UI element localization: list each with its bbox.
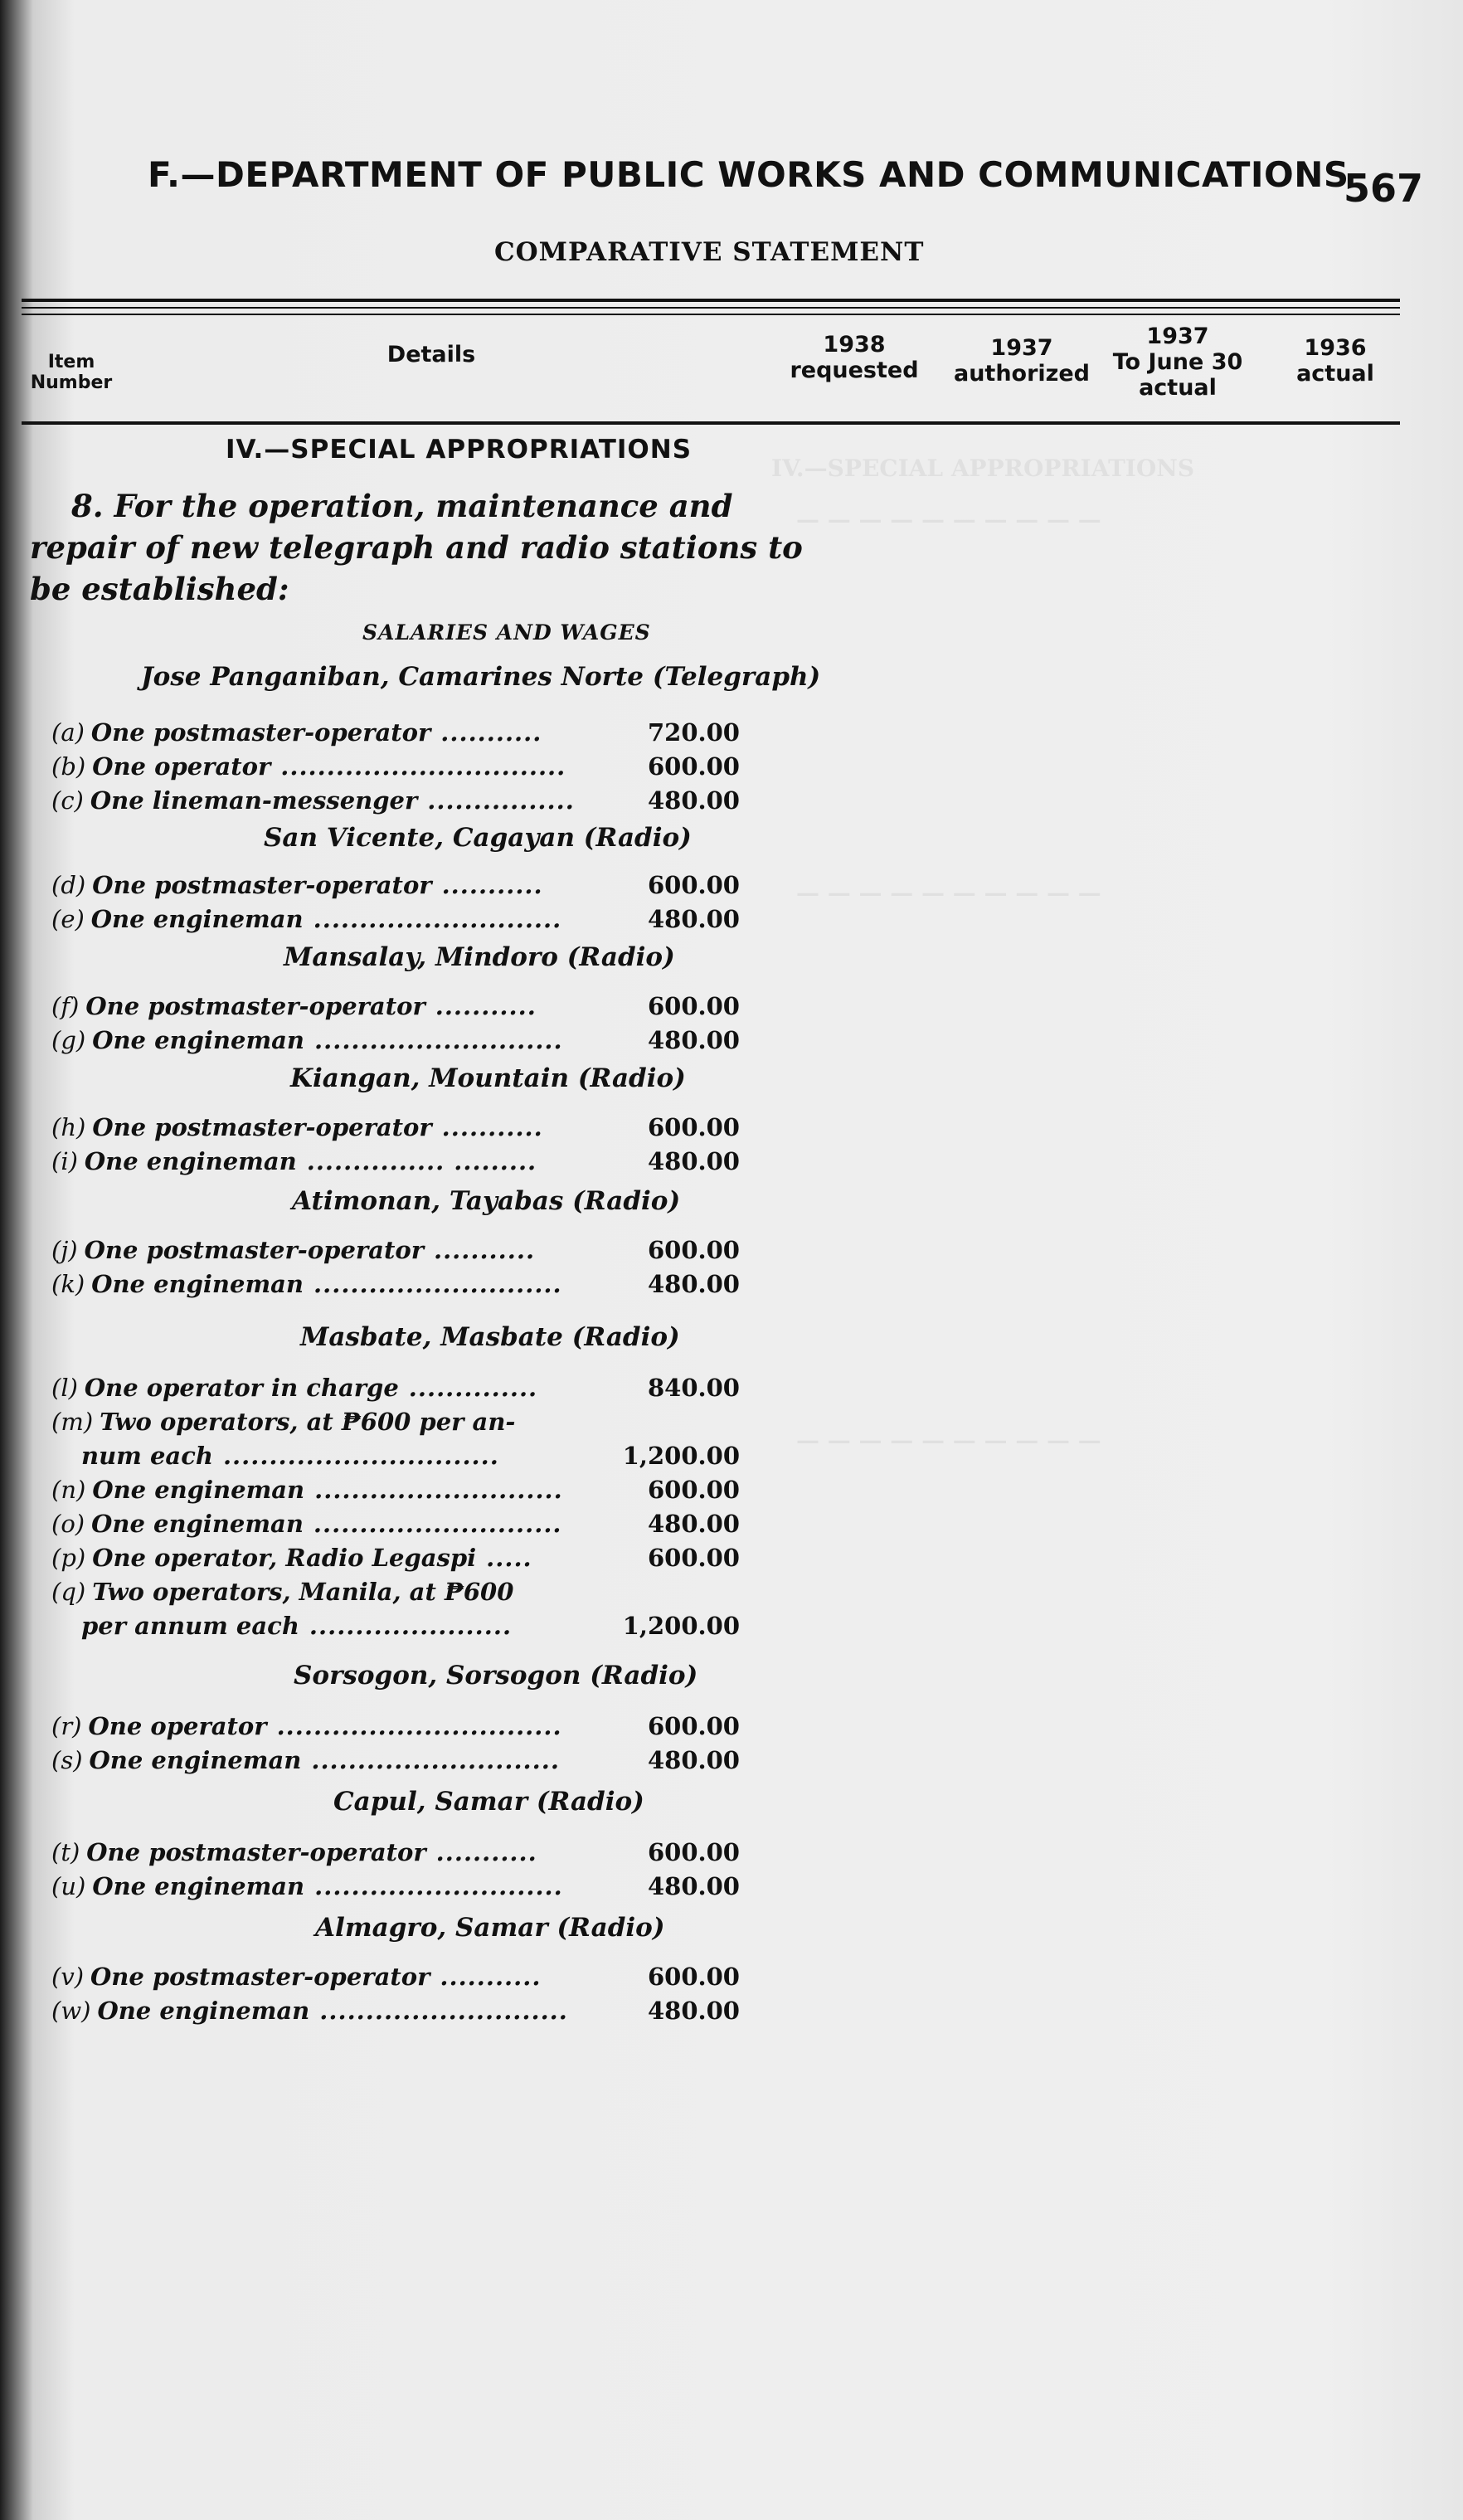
- column-header-1937j-period: To June 30: [1112, 349, 1243, 375]
- ledger-row-label: [51, 1113, 543, 1141]
- ledger-row-label: [51, 1578, 523, 1606]
- ledger-row-leader-dots: ...........: [435, 1838, 537, 1866]
- ledger-row-label: [51, 1270, 562, 1298]
- ledger-row-letter: (p): [51, 1544, 86, 1572]
- ledger-row-letter: (v): [51, 1963, 85, 1991]
- ledger-row-text: One postmaster-operator: [86, 1838, 426, 1866]
- ledger-row-text: per annum each: [81, 1612, 299, 1640]
- ledger-row-letter: (r): [51, 1712, 82, 1740]
- ledger-row-text: One operator: [88, 1712, 267, 1740]
- ledger-row-letter: (w): [51, 1997, 91, 2025]
- ledger-row-letter: (q): [51, 1578, 86, 1606]
- ledger-row-text: One engineman: [92, 1476, 305, 1504]
- header-rule-top: [22, 299, 1400, 302]
- ledger-row-letter: (a): [51, 718, 85, 747]
- header-rule-bottom: [22, 421, 1400, 425]
- ledger-row-amount-1938: 600.00: [648, 992, 740, 1020]
- ledger-row-label: [51, 1236, 535, 1264]
- ledger-row-text: One engineman: [91, 1270, 304, 1298]
- location-heading: Capul, Samar (Radio): [333, 1787, 644, 1817]
- ledger-row-label: [51, 1408, 525, 1436]
- ledger-row-label: [51, 1712, 562, 1740]
- ledger-row-amount-1938: 600.00: [648, 1544, 740, 1572]
- ledger-row-amount-1938: 480.00: [648, 1872, 740, 1900]
- ledger-row-amount-1938: 480.00: [648, 1026, 740, 1054]
- ledger-row-leader-dots: ...........: [441, 1113, 543, 1141]
- ledger-row-text: One postmaster-operator: [90, 718, 431, 747]
- ledger-row: [51, 1510, 740, 1543]
- ledger-row-amount-1938: 480.00: [648, 1510, 740, 1538]
- ledger-row-label: [51, 1544, 532, 1572]
- ledger-row: [51, 1026, 740, 1059]
- header-rule-top-thin-2: [22, 314, 1400, 315]
- ledger-row-amount-1938: 600.00: [648, 1476, 740, 1504]
- ledger-row: [51, 1544, 740, 1577]
- ledger-row: [51, 1408, 740, 1441]
- ledger-row-letter: (i): [51, 1147, 78, 1175]
- ledger-row-leader-dots: ...........................: [314, 1270, 562, 1298]
- ledger-row-amount-1938: 600.00: [648, 1963, 740, 1991]
- ledger-row-letter: (n): [51, 1476, 86, 1504]
- item-description-line-1: 8. For the operation, maintenance and: [71, 488, 733, 524]
- ledger-row: [51, 718, 740, 752]
- page-number: 567: [1344, 166, 1424, 211]
- ledger-row-letter: (g): [51, 1026, 86, 1054]
- ledger-row-letter: (c): [51, 786, 84, 815]
- ledger-row: [51, 1963, 740, 1996]
- ledger-row-label: [51, 1746, 560, 1774]
- ledger-row-letter: (e): [51, 905, 85, 933]
- column-header-item: Item: [47, 352, 95, 372]
- ledger-row-label: [51, 1612, 512, 1640]
- ledger-row-letter: (h): [51, 1113, 86, 1141]
- ledger-row-leader-dots: ..............................: [222, 1442, 499, 1470]
- ledger-row-text: One postmaster-operator: [84, 1236, 424, 1264]
- ledger-row-leader-dots: ............... .........: [306, 1147, 537, 1175]
- ledger-row-amount-1938: 1,200.00: [622, 1442, 740, 1470]
- column-header-1937-june-actual: [1095, 324, 1261, 401]
- location-heading: Masbate, Masbate (Radio): [300, 1322, 680, 1352]
- ledger-row: [51, 1476, 740, 1509]
- column-header-1937-year: 1937: [990, 335, 1053, 361]
- ledger-row: [51, 1374, 740, 1407]
- ledger-row-leader-dots: ...........................: [311, 1746, 560, 1774]
- ledger-row-amount-1938: 480.00: [648, 786, 740, 815]
- column-header-1938-year: 1938: [823, 332, 886, 358]
- ledger-row: [51, 992, 740, 1025]
- ledger-row-leader-dots: ...........................: [314, 1026, 563, 1054]
- ledger-row: [51, 1578, 740, 1611]
- ledger-row: [51, 786, 740, 820]
- ledger-row-amount-1938: 480.00: [648, 1270, 740, 1298]
- column-header-details: Details: [386, 342, 476, 367]
- ledger-row-label: [51, 1510, 562, 1538]
- item-description-line-3: be established:: [30, 571, 289, 607]
- ledger-row-label: [51, 1872, 563, 1900]
- ledger-row-amount-1938: 480.00: [648, 1997, 740, 2025]
- ledger-row-text: One postmaster-operator: [92, 871, 432, 899]
- column-header-1936-label: actual: [1296, 361, 1374, 387]
- ledger-row: [51, 1442, 740, 1475]
- ledger-row-letter: (b): [51, 752, 86, 781]
- ledger-row-text: Two operators, at ₱600 per an-: [100, 1408, 516, 1436]
- bleed-through-text: — — — — — — — — — —: [796, 1427, 1101, 1454]
- ledger-row-label: [51, 1147, 537, 1175]
- column-header-1938-label: requested: [790, 358, 919, 383]
- ledger-row-leader-dots: ...........: [440, 1963, 542, 1991]
- ledger-row-text: One engineman: [89, 1746, 302, 1774]
- ledger-row-label: [51, 1026, 563, 1054]
- location-heading: Sorsogon, Sorsogon (Radio): [294, 1661, 698, 1691]
- location-heading: Mansalay, Mindoro (Radio): [284, 942, 675, 972]
- ledger-row-leader-dots: ...........: [435, 992, 537, 1020]
- ledger-row-text: One engineman: [92, 1872, 305, 1900]
- ledger-row-letter: (j): [51, 1236, 78, 1264]
- page-header-title: F.—DEPARTMENT OF PUBLIC WORKS AND COMMUNICATIONS: [148, 154, 1349, 195]
- ledger-row-label: [51, 905, 561, 933]
- ledger-row-amount-1938: 600.00: [648, 1838, 740, 1866]
- ledger-row-text: One postmaster-operator: [90, 1963, 430, 1991]
- ledger-row: [51, 752, 740, 786]
- ledger-row-text: One operator in charge: [84, 1374, 399, 1402]
- ledger-row-text: One engineman: [91, 1510, 304, 1538]
- location-heading: San Vicente, Cagayan (Radio): [264, 823, 692, 853]
- ledger-row-amount-1938: 480.00: [648, 1147, 740, 1175]
- location-heading: Almagro, Samar (Radio): [315, 1913, 665, 1943]
- ledger-row-label: [51, 718, 542, 747]
- ledger-row-leader-dots: ...........: [433, 1236, 536, 1264]
- header-rule-top-thin: [22, 307, 1400, 309]
- ledger-row-letter: (u): [51, 1872, 86, 1900]
- ledger-row-label: [51, 1442, 499, 1470]
- ledger-row-leader-dots: ...........................: [313, 905, 562, 933]
- column-header-1937-label: authorized: [953, 361, 1091, 387]
- ledger-row-label: [51, 992, 537, 1020]
- bleed-through-text: IV.—SPECIAL APPROPRIATIONS: [771, 455, 1195, 482]
- ledger-row-leader-dots: ...............................: [276, 1712, 562, 1740]
- ledger-row: [51, 1236, 740, 1269]
- location-heading: Jose Panganiban, Camarines Norte (Telegraph): [141, 662, 821, 692]
- ledger-row: [51, 871, 740, 904]
- ledger-row-amount-1938: 600.00: [648, 1113, 740, 1141]
- ledger-row-amount-1938: 480.00: [648, 1746, 740, 1774]
- location-heading: Kiangan, Mountain (Radio): [290, 1063, 686, 1093]
- ledger-row: [51, 1113, 740, 1146]
- ledger-row-text: One engineman: [84, 1147, 297, 1175]
- ledger-row-amount-1938: 1,200.00: [622, 1612, 740, 1640]
- ledger-row: [51, 905, 740, 938]
- ledger-row-text: One lineman-messenger: [90, 786, 418, 815]
- ledger-row-leader-dots: ................: [427, 786, 575, 815]
- ledger-row-leader-dots: ...........................: [319, 1997, 568, 2025]
- column-header-1937j-year: 1937: [1146, 324, 1209, 349]
- ledger-row: [51, 1270, 740, 1303]
- ledger-row-letter: (l): [51, 1374, 78, 1402]
- ledger-row: [51, 1872, 740, 1905]
- ledger-row-text: One engineman: [90, 905, 304, 933]
- bleed-through-text: — — — — — — — — — —: [796, 879, 1101, 907]
- statement-title: COMPARATIVE STATEMENT: [494, 237, 925, 267]
- ledger-row-leader-dots: ..............: [408, 1374, 538, 1402]
- ledger-row-letter: (k): [51, 1270, 85, 1298]
- ledger-row: [51, 1147, 740, 1180]
- ledger-row-label: [51, 1838, 537, 1866]
- bleed-through-text: — — — — — — — — — —: [796, 506, 1101, 533]
- column-header-number: Number: [30, 372, 113, 393]
- column-header-1938-requested: [780, 332, 929, 383]
- ledger-row: [51, 1838, 740, 1871]
- column-header-1936-actual: [1269, 335, 1402, 387]
- ledger-row-label: [51, 1997, 568, 2025]
- ledger-row-text: num each: [81, 1442, 213, 1470]
- ledger-row-label: [51, 786, 575, 815]
- ledger-row-leader-dots: ...........................: [314, 1476, 563, 1504]
- ledger-row-letter: (d): [51, 871, 86, 899]
- ledger-row-label: [51, 752, 566, 781]
- item-description-line-2: repair of new telegraph and radio stations to: [30, 529, 803, 566]
- location-heading: Atimonan, Tayabas (Radio): [292, 1186, 681, 1216]
- ledger-row-letter: (t): [51, 1838, 80, 1866]
- ledger-row-text: One engineman: [92, 1026, 305, 1054]
- ledger-row-amount-1938: 600.00: [648, 871, 740, 899]
- column-header-1936-year: 1936: [1304, 335, 1367, 361]
- ledger-row-letter: (m): [51, 1408, 94, 1436]
- ledger-row-leader-dots: ...........................: [314, 1872, 563, 1900]
- ledger-row-text: One postmaster-operator: [92, 1113, 432, 1141]
- ledger-row-leader-dots: ...........................: [313, 1510, 562, 1538]
- ledger-row-letter: (f): [51, 992, 80, 1020]
- ledger-row-leader-dots: ...........: [441, 871, 543, 899]
- column-header-1937j-label: actual: [1139, 375, 1217, 401]
- ledger-row-label: [51, 1963, 541, 1991]
- ledger-row-text: Two operators, Manila, at ₱600: [92, 1578, 514, 1606]
- ledger-row-amount-1938: 600.00: [648, 1712, 740, 1740]
- ledger-row-leader-dots: ...........: [440, 718, 542, 747]
- ledger-row-amount-1938: 600.00: [648, 1236, 740, 1264]
- ledger-row: [51, 1997, 740, 2030]
- ledger-row-leader-dots: ...............................: [280, 752, 566, 781]
- ledger-row-leader-dots: ......................: [309, 1612, 513, 1640]
- ledger-row-label: [51, 1476, 563, 1504]
- ledger-row-letter: (s): [51, 1746, 83, 1774]
- salaries-wages-heading: SALARIES AND WAGES: [362, 620, 651, 645]
- ledger-row: [51, 1612, 740, 1645]
- ledger-row-label: [51, 1374, 537, 1402]
- ledger-row-text: One postmaster-operator: [85, 992, 425, 1020]
- ledger-row: [51, 1712, 740, 1745]
- ledger-row: [51, 1746, 740, 1779]
- ledger-row-text: One operator, Radio Legaspi: [92, 1544, 477, 1572]
- ledger-row-amount-1938: 480.00: [648, 905, 740, 933]
- ledger-row-text: One engineman: [97, 1997, 310, 2025]
- column-header-1937-authorized: [947, 335, 1096, 387]
- ledger-row-leader-dots: .....: [486, 1544, 532, 1572]
- ledger-row-text: One operator: [92, 752, 271, 781]
- ledger-row-amount-1938: 840.00: [648, 1374, 740, 1402]
- column-header-item-number: [30, 352, 113, 393]
- ledger-row-amount-1938: 600.00: [648, 752, 740, 781]
- ledger-row-letter: (o): [51, 1510, 85, 1538]
- ledger-row-amount-1938: 720.00: [648, 718, 740, 747]
- ledger-row-label: [51, 871, 543, 899]
- section-title: IV.—SPECIAL APPROPRIATIONS: [226, 435, 693, 465]
